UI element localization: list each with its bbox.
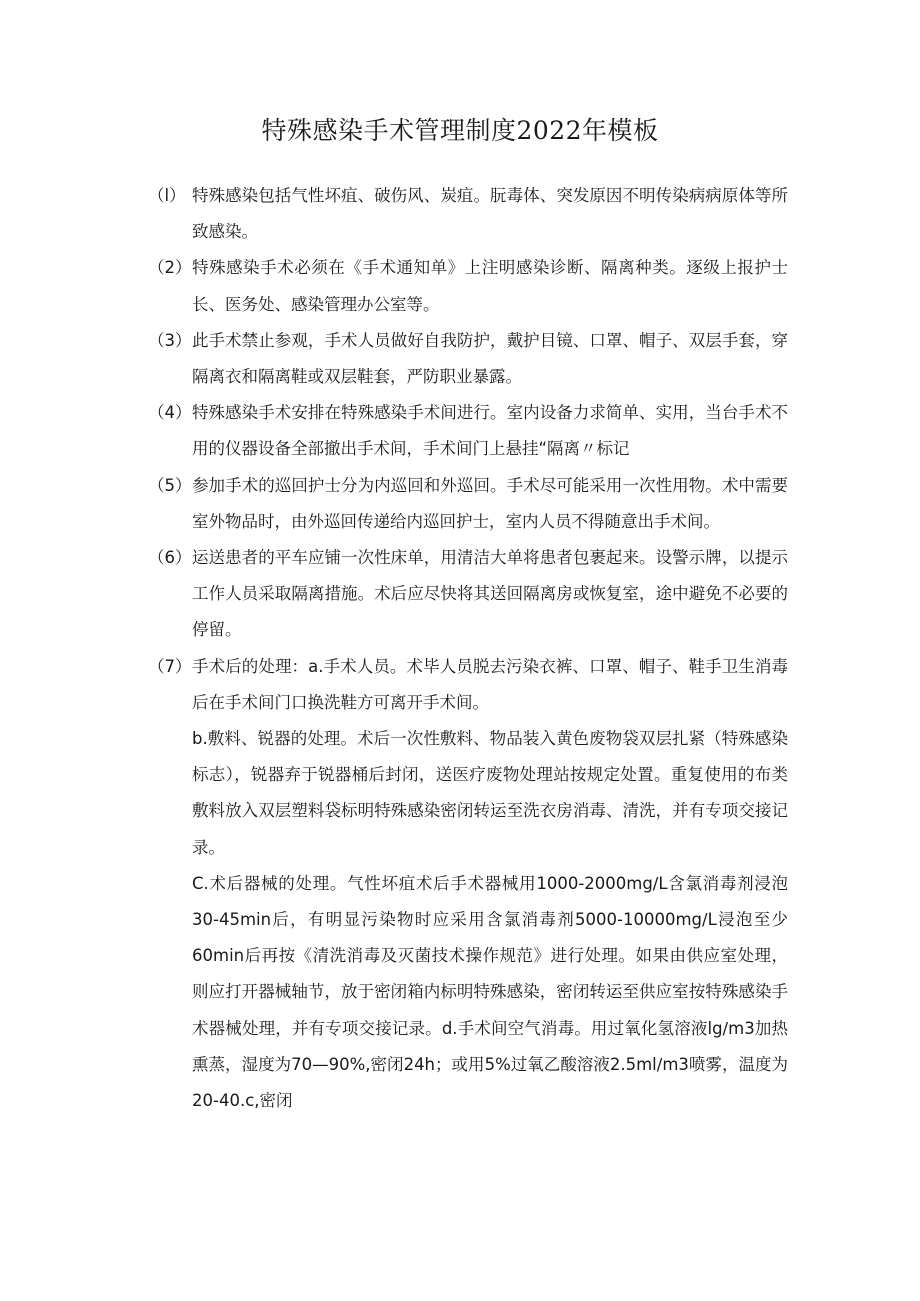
document-title: 特殊感染手术管理制度2022年模板 (261, 116, 659, 145)
list-item (148, 540, 788, 649)
item-number: （2） (148, 258, 192, 278)
list-item (148, 178, 788, 250)
item-text: 手术后的处理：a.手术人员。术毕人员脱去污染衣裤、口罩、帽子、鞋手卫生消毒后在手术间门口换洗鞋方可离开手术间。 (192, 656, 788, 712)
sub-paragraph-dressings: b.敷料、锐器的处理。术后一次性敷料、物品装入黄色废物袋双层扎紧（特殊感染标志），锐器弃于锐器桶后封闭，送医疗废物处理站按规定处置。重复使用的布类敷料放入双层塑料袋标明特殊感染密闭转运至洗衣房消毒、清洗，并有专项交接记录。 (192, 729, 788, 857)
item-number: （4） (148, 403, 192, 423)
item-number: （5） (148, 475, 192, 495)
list-item (148, 323, 788, 395)
list-item (148, 649, 788, 721)
sub-paragraph-instruments: C.术后器械的处理。气性坏疽术后手术器械用1000-2000mg∕L含氯消毒剂浸泡30-45min后，有明显污染物时应采用含氯消毒剂5000-10000mg∕L浸泡至少60min后再按《清洗消毒及灭菌技术操作规范》进行处理。如果由供应室处理，则应打开器械轴节，放于密闭箱内标明特殊感染，密闭转运至供应室按特殊感染手术器械处理，并有专项交接记录。d.手术间空气消毒。用过氧化氢溶液lg∕m3加热熏蒸，湿度为70—90%,密闭24h；或用5%过氧乙酸溶液2.5ml∕m3喷雾，温度为20-40.c,密闭 (192, 873, 788, 1111)
item-text: 特殊感染包括气性坏疽、破伤风、炭疽。朊毒体、突发原因不明传染病病原体等所致感染。 (192, 186, 788, 242)
list-item (148, 468, 788, 540)
item-number: （6） (148, 548, 192, 568)
item-text: 运送患者的平车应铺一次性床单，用清洁大单将患者包裹起来。设警示牌，以提示工作人员采取隔离措施。术后应尽快将其送回隔离房或恢复室，途中避免不必要的停留。 (192, 548, 788, 640)
item-text: 参加手术的巡回护士分为内巡回和外巡回。手术尽可能采用一次性用物。术中需要室外物品时，由外巡回传递给内巡回护士，室内人员不得随意出手术间。 (192, 475, 788, 531)
list-item (148, 395, 788, 467)
item-text: 此手术禁止参观，手术人员做好自我防护，戴护目镜、口罩、帽子、双层手套，穿隔离衣和隔离鞋或双层鞋套，严防职业暴露。 (192, 330, 788, 387)
item-text: 特殊感染手术必须在《手术通知单》上注明感染诊断、隔离种类。逐级上报护士长、医务处、感染管理办公室等。 (192, 258, 788, 314)
document-body (148, 178, 788, 1119)
item-number: （7） (148, 656, 192, 676)
list-item (148, 250, 788, 322)
item-text: 特殊感染手术安排在特殊感染手术间进行。室内设备力求简单、实用，当台手术不用的仪器设备全部撤出手术间，手术间门上悬挂“隔离〃标记 (192, 403, 788, 459)
item-number: （l） (148, 186, 186, 205)
item-number: （3） (148, 330, 192, 350)
